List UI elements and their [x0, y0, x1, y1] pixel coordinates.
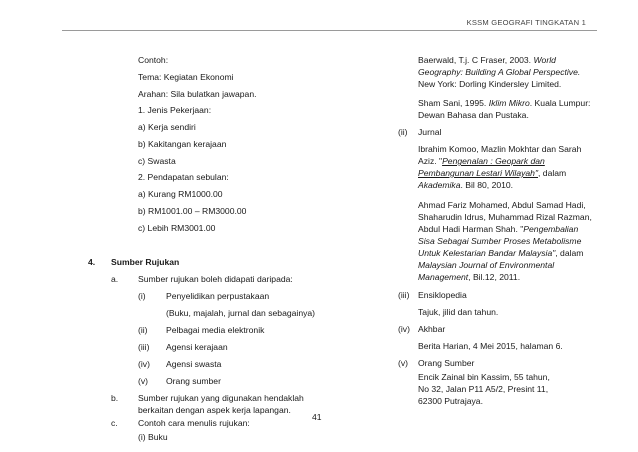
encyclopedia-desc: Tajuk, jilid dan tahun.: [418, 307, 499, 317]
resource-person-line1: Encik Zainal bin Kassim, 55 tahun,: [418, 372, 550, 382]
source-i-text: Penyelidikan perpustakaan: [166, 291, 270, 301]
source-iv-label: (iv): [138, 359, 150, 369]
section-number: 4.: [88, 257, 96, 267]
resource-person-label: (v): [398, 358, 409, 368]
header-divider: [62, 30, 597, 31]
ref-ahmad-issue: , Bil.12, 2011.: [468, 272, 521, 282]
item-b-text-2: berkaitan dengan aspek kerja lapangan.: [138, 405, 291, 415]
newspaper-heading: Akhbar: [418, 324, 446, 334]
question-1: 1. Jenis Pekerjaan:: [138, 105, 212, 115]
ref-ahmad-title-3: Untuk Kelestarian Bandar Malaysia": [418, 248, 556, 258]
source-i-label: (i): [138, 291, 146, 301]
ref-baerwald-line1: [418, 55, 556, 66]
ref-sham-author: Sham Sani, 1995.: [418, 98, 489, 108]
item-c-book: (i) Buku: [138, 432, 168, 442]
item-b-text-1: Sumber rujukan yang digunakan hendaklah: [138, 393, 304, 403]
item-a-text: Sumber rujukan boleh didapati daripada:: [138, 274, 293, 284]
ref-ahmad-line5: [418, 248, 583, 259]
ref-ahmad-line2: Shaharudin Idrus, Muhammad Rizal Razman,: [418, 212, 592, 222]
source-ii-text: Pelbagai media elektronik: [166, 325, 265, 335]
ref-ahmad-title-1: Pengembalian: [523, 224, 579, 234]
ref-baerwald-publisher: New York: Dorling Kindersley Limited.: [418, 79, 562, 89]
journal-label: (ii): [398, 127, 408, 137]
item-a-label: a.: [111, 274, 119, 284]
ref-ibrahim-aziz: Aziz. ": [418, 156, 443, 166]
header-title: KSSM GEOGRAFI TINGKATAN 1: [466, 18, 586, 27]
item-b-label: b.: [111, 393, 119, 403]
source-iii-label: (iii): [138, 342, 150, 352]
ref-ahmad-line1: Ahmad Fariz Mohamed, Abdul Samad Hadi,: [418, 200, 586, 210]
ref-ibrahim-issue: . Bil 80, 2010.: [460, 180, 514, 190]
ref-ibrahim-dalam: , dalam: [538, 168, 567, 178]
source-iii-text: Agensi kerajaan: [166, 342, 228, 352]
option-2c: c) Lebih RM3001.00: [138, 223, 216, 233]
ref-sham-title: Iklim Mikro: [488, 98, 530, 108]
ref-ibrahim-journal: Akademika: [418, 180, 461, 190]
newspaper-label: (iv): [398, 324, 410, 334]
ref-ahmad-journal-2: Management: [418, 272, 469, 282]
instruction-text: Arahan: Sila bulatkan jawapan.: [138, 89, 257, 99]
ref-baerwald-author: Baerwald, T.j. C Fraser, 2003.: [418, 55, 534, 65]
source-i-sub: (Buku, majalah, jurnal dan sebagainya): [166, 308, 316, 318]
ref-baerwald-title: Geography: Building A Global Perspective.: [418, 67, 581, 77]
source-v-text: Orang sumber: [166, 376, 221, 386]
ref-sham-publisher: Dewan Bahasa dan Pustaka.: [418, 110, 529, 120]
ref-ahmad-journal-1: Malaysian Journal of Environmental: [418, 260, 555, 270]
ref-sham-line1: [418, 98, 590, 109]
ref-baerwald-title-start: World: [533, 55, 556, 65]
ref-ibrahim-line3: [418, 168, 566, 179]
ref-ahmad-line3: [418, 224, 578, 235]
source-v-label: (v): [138, 376, 149, 386]
item-c-label: c.: [111, 418, 118, 428]
ref-ibrahim-line2: [418, 156, 545, 167]
section-title: Sumber Rujukan: [111, 257, 180, 267]
source-ii-label: (ii): [138, 325, 148, 335]
ref-ibrahim-line4: [418, 180, 513, 191]
option-1c: c) Swasta: [138, 156, 176, 166]
newspaper-desc: Berita Harian, 4 Mei 2015, halaman 6.: [418, 341, 563, 351]
ref-ahmad-line7: [418, 272, 520, 283]
theme-text: Tema: Kegiatan Ekonomi: [138, 72, 234, 82]
ref-ibrahim-title-2: Pembangunan Lestari Wilayah": [418, 168, 539, 178]
encyclopedia-label: (iii): [398, 290, 410, 300]
ref-ahmad-title-2: Sisa Sebagai Sumber Proses Metabolisme: [418, 236, 582, 246]
journal-heading: Jurnal: [418, 127, 442, 137]
encyclopedia-heading: Ensiklopedia: [418, 290, 467, 300]
resource-person-heading: Orang Sumber: [418, 358, 475, 368]
ref-ahmad-abdul: Abdul Hadi Harman Shah. ": [418, 224, 524, 234]
ref-ibrahim-title-1: Pengenalan : Geopark dan: [442, 156, 545, 166]
ref-sham-place: . Kuala Lumpur:: [529, 98, 591, 108]
resource-person-line2: No 32, Jalan P11 A5/2, Presint 11,: [418, 384, 549, 394]
item-c-text: Contoh cara menulis rujukan:: [138, 418, 250, 428]
resource-person-line3: 62300 Putrajaya.: [418, 396, 483, 406]
option-2b: b) RM1001.00 – RM3000.00: [138, 206, 247, 216]
option-2a: a) Kurang RM1000.00: [138, 189, 223, 199]
option-1b: b) Kakitangan kerajaan: [138, 139, 227, 149]
source-iv-text: Agensi swasta: [166, 359, 222, 369]
question-2: 2. Pendapatan sebulan:: [138, 172, 229, 182]
ref-ibrahim-authors: Ibrahim Komoo, Mazlin Mokhtar dan Sarah: [418, 144, 582, 154]
example-label: Contoh:: [138, 55, 169, 65]
ref-ahmad-dalam: , dalam: [555, 248, 584, 258]
option-1a: a) Kerja sendiri: [138, 122, 196, 132]
page-number: 41: [312, 412, 322, 422]
